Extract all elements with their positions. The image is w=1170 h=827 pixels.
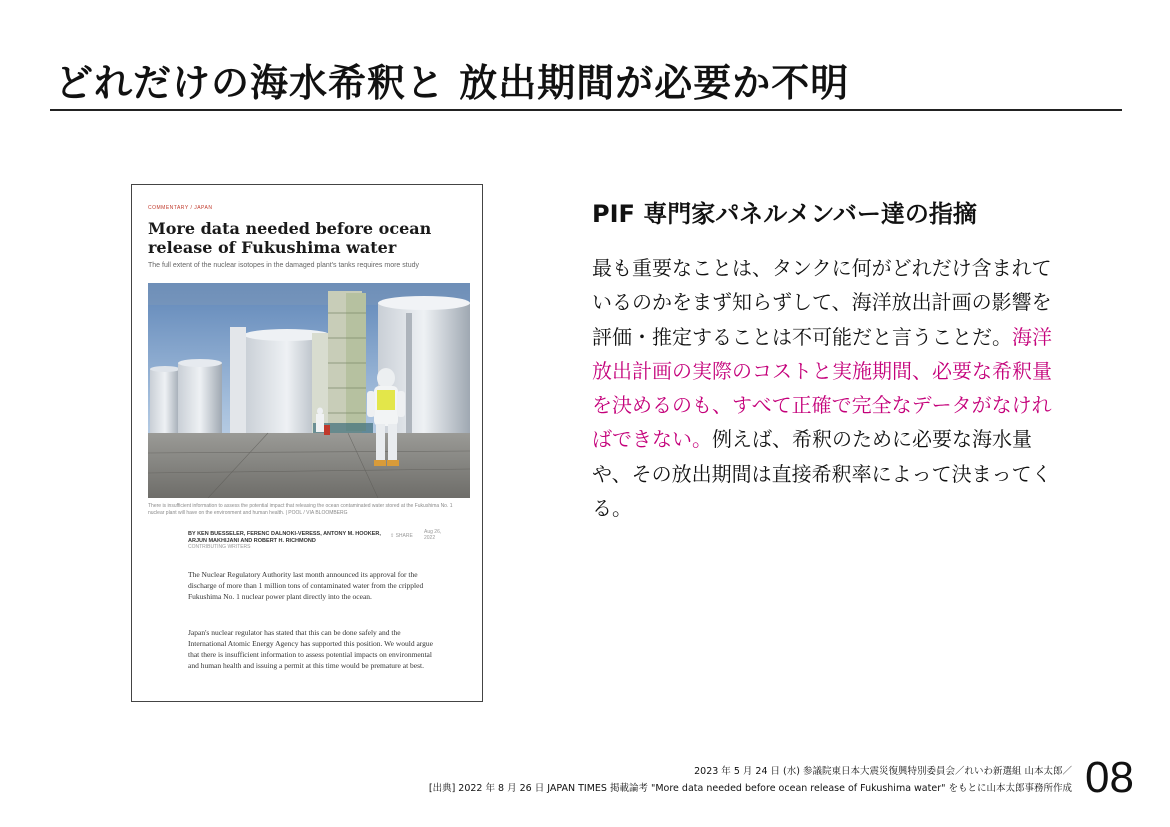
article-headline: More data needed before ocean release of Fukushima water <box>148 219 432 257</box>
article-section-label: COMMENTARY / JAPAN <box>148 205 213 211</box>
article-clipping <box>131 184 483 702</box>
slide-title: どれだけの海水希釈と 放出期間が必要か不明 <box>55 61 850 105</box>
article-contributing-label: CONTRIBUTING WRITERS <box>188 544 251 550</box>
footer-source-line: [出典] 2022 年 8 月 26 日 JAPAN TIMES 掲載論考 "More data needed before ocean release of Fukushima water" をもとに山本太郎事務所作成 <box>428 783 1072 794</box>
article-paragraph: Japan's nuclear regulator has stated that this can be done safely and the International Atomic Energy Agency has supported this position. We would argue that there is insufficient information to assess potential impacts on environmental and human health and issuing a permit at this time would be premature at best. <box>188 627 433 670</box>
footer-event-line: 2023 年 5 月 24 日 (水) 参議院東日本大震災復興特別委員会／れいわ新選組 山本太郎／ <box>694 766 1072 777</box>
article-subhead: The full extent of the nuclear isotopes in the damaged plant's tanks requires more study <box>148 262 419 269</box>
article-date: Aug 26, 2022 <box>424 529 442 541</box>
panel-text-highlight: 海洋放出計画の実際のコストと実施期間、必要な希釈量を決めるのも、すべて正確で完全なデータがなければできない。 <box>592 324 1052 452</box>
page-number: 08 <box>1085 753 1134 802</box>
panel-text-intro: 最も重要なことは、タンクに何がどれだけ含まれているのかをまず知らずして、海洋放出計画の影響を評価・推定することは不可能だと言うことだ。 <box>592 256 1052 349</box>
panel-text-example: 例えば、希釈のために必要な海水量や、その放出期間は直接希釈率によって決まってくる。 <box>592 427 1052 521</box>
panel-body-text <box>592 251 1062 525</box>
article-photo <box>148 283 470 498</box>
share-label: SHARE <box>395 533 413 539</box>
panel-heading: PIF 専門家パネルメンバー達の指摘 <box>592 200 977 228</box>
article-paragraph: The Nuclear Regulatory Authority last month announced its approval for the discharge of more than 1 million tons of contaminated water from the crippled Fukushima No. 1 nuclear power plant directly into the ocean. <box>188 569 424 601</box>
article-byline: BY KEN BUESSELER, FERENC DALNOKI-VERESS, ANTONY M. HOOKER, ARJUN MAKHIJANI AND ROBERT H. RICHMOND <box>188 531 381 544</box>
title-divider <box>50 109 1122 111</box>
article-photo-caption: There is insufficient information to assess the potential impact that releasing the ocean contaminated water stored at the Fukushima No. 1 nuclear plant will have on the environment and human health. | POOL / VIA BLOOMBERG <box>148 503 453 516</box>
article-share-button[interactable]: ⇪ SHARE <box>390 533 413 539</box>
